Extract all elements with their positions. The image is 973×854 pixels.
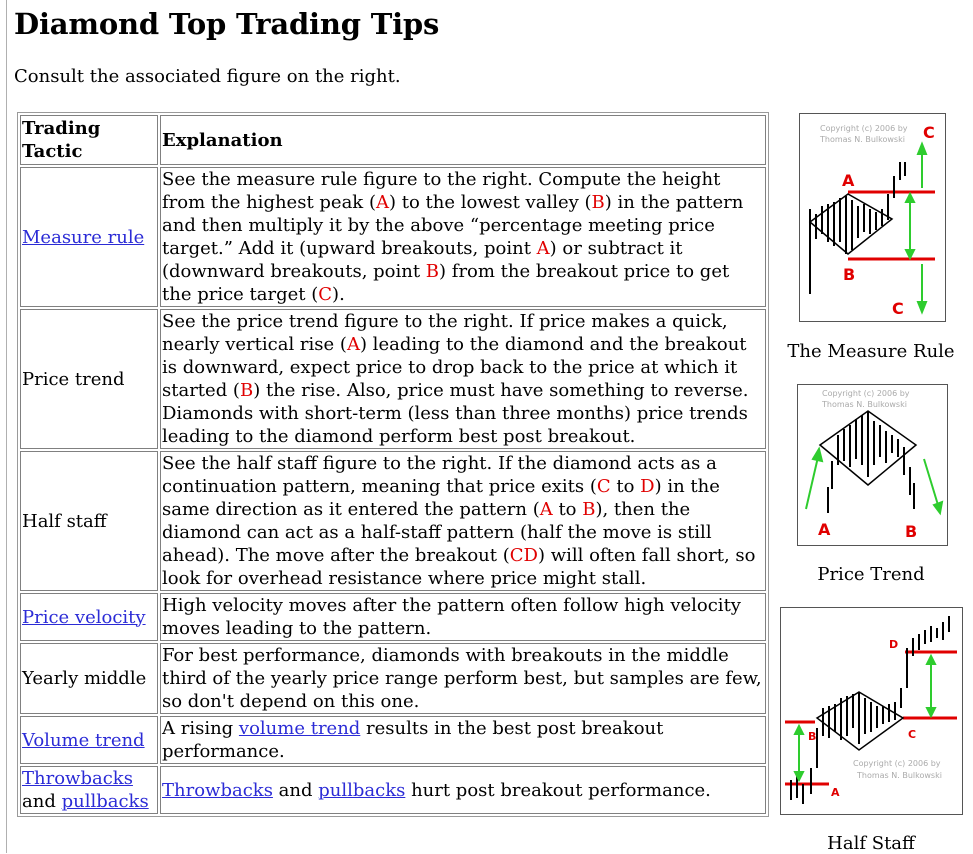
half-staff-figure xyxy=(780,607,963,815)
point-label: A xyxy=(539,499,553,520)
price-trend-caption: Price Trend xyxy=(817,564,925,585)
label-d: D xyxy=(889,638,899,651)
text-segment: and xyxy=(22,791,56,812)
text-segment: ) leading to the diamond and the breakout is downward, expect price to drop back to the price at which it started ( xyxy=(162,334,747,401)
copyright-line-1: Copyright (c) 2006 by xyxy=(822,389,910,398)
header-explanation: Explanation xyxy=(160,115,766,165)
measure-arrows xyxy=(906,144,926,312)
table-header-row xyxy=(20,115,766,165)
point-label: C xyxy=(318,284,333,305)
text-segment: ) in the same direction as it entered the pattern ( xyxy=(162,476,720,520)
point-label: B xyxy=(239,380,254,401)
tactic-cell: Half staff xyxy=(20,451,158,591)
table-row xyxy=(20,716,766,764)
table-row xyxy=(20,593,766,641)
copyright-line-2: Thomas N. Bulkowski xyxy=(822,400,907,409)
text-segment: ), then the diamond can act as a half-staff pattern (half the move is still ahead). The move after the breakout ( xyxy=(162,499,712,566)
point-label: A xyxy=(536,238,550,259)
text-segment: ). xyxy=(332,284,345,305)
measure-rule-link[interactable]: Measure rule xyxy=(22,226,145,248)
copyright-line-2: Thomas N. Bulkowski xyxy=(820,135,905,144)
price-bars xyxy=(810,162,905,294)
point-label: A xyxy=(375,192,389,213)
text-segment: See the half staff figure to the right. If the diamond acts as a continuation pattern, meaning that price exits ( xyxy=(162,453,717,497)
text-segment: A rising xyxy=(162,718,239,739)
tactic-cell xyxy=(20,593,158,641)
explanation-cell xyxy=(160,451,766,591)
label-c: C xyxy=(908,728,917,741)
point-label: B xyxy=(582,499,596,520)
tactic-cell xyxy=(20,766,158,814)
explanation-cell xyxy=(160,716,766,764)
text-segment: to xyxy=(552,499,583,520)
text-segment: ) the rise. Also, price must have something to reverse. Diamonds with short-term (less than three months) price trends leading to the diamond perform best post breakout. xyxy=(162,380,749,447)
point-label: CD xyxy=(509,545,538,566)
point-label: B xyxy=(591,192,605,213)
explanation-cell: High velocity moves after the pattern often follow high velocity moves leading to the pattern. xyxy=(160,593,766,641)
tactic-cell: Yearly middle xyxy=(20,643,158,714)
point-label: A xyxy=(346,334,360,355)
label-b: B xyxy=(905,522,918,541)
volume-trend-link[interactable]: Volume trend xyxy=(22,729,145,751)
measure-rule-caption: The Measure Rule xyxy=(787,341,955,362)
measure-rule-figure xyxy=(799,113,946,322)
text-segment: hurt post breakout performance. xyxy=(405,779,711,801)
trading-tips-table xyxy=(17,112,769,817)
pullbacks-inline-link[interactable]: pullbacks xyxy=(318,779,406,801)
copyright-line-2: Thomas N. Bulkowski xyxy=(857,771,942,780)
copyright-line-1: Copyright (c) 2006 by xyxy=(820,124,908,133)
table-row xyxy=(20,167,766,307)
text-segment: ) will often fall short, so look for overhead resistance where price might stall. xyxy=(162,545,756,589)
measure-rule-chart xyxy=(800,114,945,321)
label-c-top: C xyxy=(923,123,935,142)
text-segment: ) to the lowest valley ( xyxy=(388,192,592,213)
text-segment: results in the best post breakout performance. xyxy=(162,718,664,762)
table-row xyxy=(20,451,766,591)
text-segment: ) in the pattern and then multiply it by the above “percentage meeting price target.” Add it (upward breakouts, point xyxy=(162,192,744,259)
explanation-cell: For best performance, diamonds with breakouts in the middle third of the yearly price range perform best, but samples are few, so don't depend on this one. xyxy=(160,643,766,714)
price-trend-chart xyxy=(798,385,947,545)
table-row xyxy=(20,309,766,449)
text-segment: ) from the breakout price to get the price target ( xyxy=(162,261,730,305)
header-trading-tactic: Trading Tactic xyxy=(20,115,158,165)
text-segment: See the price trend figure to the right. If price makes a quick, nearly vertical rise ( xyxy=(162,311,728,355)
point-label: D xyxy=(640,476,655,497)
explanation-cell xyxy=(160,766,766,814)
throwbacks-link[interactable]: Throwbacks xyxy=(22,768,133,789)
label-a: A xyxy=(831,786,840,799)
table-row xyxy=(20,643,766,714)
price-trend-figure xyxy=(797,384,948,546)
page-left-border xyxy=(6,0,7,853)
label-b: B xyxy=(808,730,817,743)
pullbacks-link[interactable]: pullbacks xyxy=(61,791,149,812)
text-segment: ) or subtract it (downward breakouts, point xyxy=(162,238,683,282)
text-segment: See the measure rule figure to the right. Compute the height from the highest peak ( xyxy=(162,169,721,213)
point-label: C xyxy=(596,476,611,497)
half-staff-caption: Half Staff xyxy=(827,833,915,854)
explanation-cell xyxy=(160,167,766,307)
label-a: A xyxy=(842,171,855,190)
label-b: B xyxy=(843,265,856,284)
table-row xyxy=(20,766,766,814)
tactic-cell: Price trend xyxy=(20,309,158,449)
label-c-bottom: C xyxy=(892,299,904,318)
tactic-cell xyxy=(20,716,158,764)
price-velocity-link[interactable]: Price velocity xyxy=(22,606,146,628)
tactic-cell xyxy=(20,167,158,307)
throwbacks-inline-link[interactable]: Throwbacks xyxy=(162,779,273,801)
page-title: Diamond Top Trading Tips xyxy=(14,7,440,41)
copyright-line-1: Copyright (c) 2006 by xyxy=(853,759,941,768)
volume-trend-inline-link[interactable]: volume trend xyxy=(238,718,361,739)
text-segment: and xyxy=(272,779,319,801)
intro-text: Consult the associated figure on the right. xyxy=(14,66,401,87)
half-staff-chart xyxy=(781,608,962,814)
point-label: B xyxy=(425,261,440,282)
label-a: A xyxy=(818,520,831,539)
explanation-cell xyxy=(160,309,766,449)
text-segment: to xyxy=(610,476,641,497)
